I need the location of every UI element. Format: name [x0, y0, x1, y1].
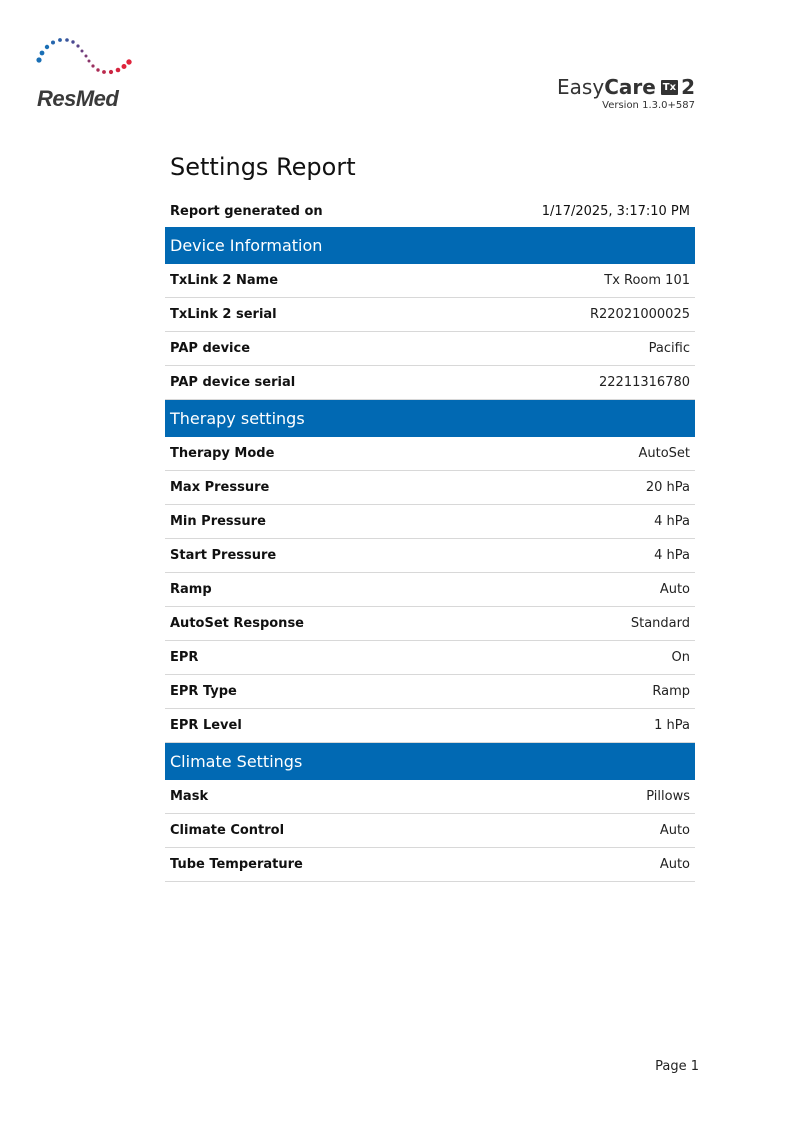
row-value: Pillows	[646, 789, 690, 804]
table-row	[165, 298, 695, 332]
row-value: On	[671, 650, 690, 665]
row-value: Auto	[659, 857, 690, 872]
row-value: 22211316780	[599, 375, 690, 390]
row-label: EPR Type	[170, 684, 237, 699]
table-row	[165, 814, 695, 848]
table-row	[165, 780, 695, 814]
page-number: Page 1	[655, 1059, 699, 1074]
row-value: 20 hPa	[645, 480, 690, 495]
table-row	[165, 709, 695, 743]
row-value: Ramp	[652, 684, 690, 699]
row-label: EPR	[170, 650, 199, 665]
table-row	[165, 573, 695, 607]
row-label: PAP device	[170, 341, 251, 356]
row-label: Start Pressure	[170, 548, 277, 563]
table-row	[165, 471, 695, 505]
report-generated-label: Report generated on	[170, 203, 323, 219]
table-row	[165, 437, 695, 471]
brand-care: Care	[604, 75, 656, 99]
product-brand	[557, 74, 695, 111]
row-value: Standard	[630, 616, 690, 631]
table-row	[165, 539, 695, 573]
row-label: Therapy Mode	[170, 446, 275, 461]
table-row	[165, 848, 695, 882]
row-label: Tube Temperature	[170, 857, 303, 872]
row-value: 4 hPa	[654, 548, 690, 563]
row-value: 4 hPa	[654, 514, 690, 529]
brand-number: 2	[681, 75, 695, 99]
row-label: Climate Control	[170, 823, 285, 838]
section-header-therapy-settings: Therapy settings	[165, 400, 695, 437]
table-row	[165, 264, 695, 298]
row-label: Max Pressure	[170, 480, 270, 495]
report-generated-row	[165, 198, 695, 224]
section-header-climate-settings: Climate Settings	[165, 743, 695, 780]
settings-table	[165, 227, 695, 882]
row-value: 1 hPa	[654, 718, 690, 733]
row-label: EPR Level	[170, 718, 242, 733]
row-value: Auto	[659, 823, 690, 838]
row-value: R22021000025	[589, 307, 690, 322]
row-label: TxLink 2 serial	[170, 307, 277, 322]
easycare-tx2-logo	[557, 74, 695, 100]
row-value: AutoSet	[638, 446, 690, 461]
table-row	[165, 641, 695, 675]
row-label: AutoSet Response	[170, 616, 304, 631]
table-row	[165, 675, 695, 709]
report-generated-value: 1/17/2025, 3:17:10 PM	[541, 203, 690, 219]
version-text: Version 1.3.0+587	[602, 100, 695, 111]
row-label: TxLink 2 Name	[170, 273, 279, 288]
brand-easy: Easy	[557, 75, 605, 99]
table-row	[165, 607, 695, 641]
row-label: Mask	[170, 789, 209, 804]
row-value: Tx Room 101	[604, 273, 690, 288]
brand-tx-badge: Tx	[662, 81, 677, 93]
row-label: PAP device serial	[170, 375, 296, 390]
row-label: Ramp	[170, 582, 212, 597]
row-value: Auto	[659, 582, 690, 597]
table-row	[165, 332, 695, 366]
resmed-logo-text: ResMed	[37, 86, 119, 111]
table-row	[165, 366, 695, 400]
table-row	[165, 505, 695, 539]
row-label: Min Pressure	[170, 514, 266, 529]
section-header-device-information: Device Information	[165, 227, 695, 264]
report-title: Settings Report	[170, 153, 356, 181]
row-value: Pacific	[648, 341, 690, 356]
